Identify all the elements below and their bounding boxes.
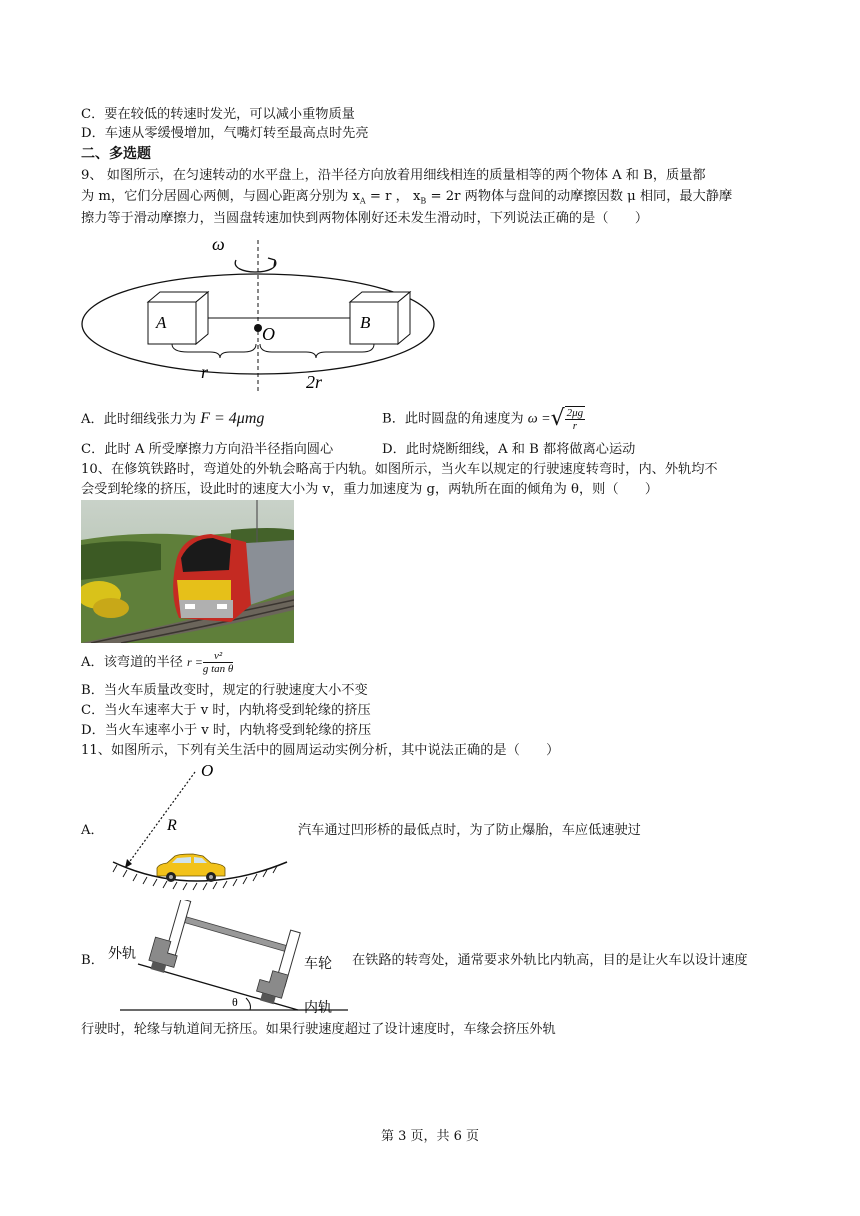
label-r: r [201, 362, 209, 382]
q9-turntable-figure [78, 230, 438, 392]
bridge-center-label: O [201, 761, 214, 780]
q10-option-a-text: A．该弯道的半径 [81, 655, 188, 670]
prev-option-c: C．要在较低的转速时发光，可以减小重物质量 [81, 107, 355, 122]
q9-line2-end: = 2r 两物体与盘间的动摩擦因数 μ 相同，最大静摩 [426, 189, 733, 204]
q9-option-d: D．此时烧断细线，A 和 B 都将做离心运动 [382, 442, 636, 457]
svg-text:A: A [156, 313, 167, 332]
q9-line3: 擦力等于滑动摩擦力，当圆盘转速加快到两物体刚好还未发生滑动时，下列说法正确的是（ ） [81, 211, 649, 226]
q11-option-b-text-1: 在铁路的转弯处，通常要求外轨比内轨高，目的是让火车以设计速度 [352, 953, 748, 968]
radius-label: R [167, 817, 177, 834]
q10-line1: 10、在修筑铁路时，弯道处的外轨会略高于内轨。如图所示，当火车以规定的行驶速度转弯时，内、外轨均不 [81, 462, 718, 477]
q9-line1: 9、 如图所示，在匀速转动的水平盘上，沿半径方向放着用细线相连的质量相等的两个物体 A 和 B，质量都 [81, 168, 706, 183]
q9-line2-start: 为 m，它们分居圆心两侧，与圆心距离分别为 x [81, 189, 360, 204]
center-point [254, 324, 262, 332]
q11-option-b-label: B． [81, 953, 104, 968]
prev-option-d: D．车速从零缓慢增加，气嘴灯转至最高点时先亮 [81, 126, 369, 141]
block-a [148, 292, 208, 344]
rotation-arrow-icon [235, 260, 276, 272]
q9-option-b [382, 405, 585, 434]
q11-option-a-text: 汽车通过凹形桥的最低点时，为了防止爆胎，车应低速驶过 [298, 823, 641, 838]
q9-line2 [81, 188, 732, 211]
q11-bridge-figure [105, 758, 295, 892]
brace-r [172, 344, 256, 358]
outer-rail-label: 外轨 [108, 947, 136, 962]
wheel-label: 车轮 [304, 957, 332, 972]
q11-option-a-label: A． [81, 823, 104, 838]
q9-line2-mid: = r ， x [365, 189, 421, 204]
q9-option-b-text: B．此时圆盘的角速度为 [382, 411, 528, 427]
car-icon [157, 854, 225, 882]
q9-option-b-lhs: ω = [527, 411, 551, 427]
q11-railway-figure [108, 900, 348, 1015]
omega-label: ω [212, 234, 225, 254]
inner-rail-label: 内轨 [304, 1001, 332, 1015]
q10-option-c: C．当火车速率大于 v 时，内轨将受到轮缘的挤压 [81, 703, 371, 718]
q10-option-a-fraction: $\frac{\text{v²}}{\text{g tan θ}}$ [202, 650, 234, 675]
train-photo [81, 500, 294, 643]
radius-dotted-line [125, 772, 195, 868]
svg-text:B: B [360, 313, 371, 332]
angle-arc [246, 998, 251, 1010]
page-footer: 第 3 页，共 6 页 [380, 1129, 480, 1144]
q11-line1: 11、如图所示，下列有关生活中的圆周运动实例分析，其中说法正确的是（ ） [81, 743, 560, 758]
theta-label: θ [232, 995, 238, 1009]
q9-option-c: C．此时 A 所受摩擦力方向沿半径指向圆心 [81, 442, 334, 457]
q9-sub-a: A [359, 196, 366, 206]
q9-sub-b: B [420, 196, 427, 206]
q9-option-b-fraction: $\frac{2\mu g}{r}$ [566, 407, 584, 432]
q10-option-a [81, 650, 233, 675]
block-b [350, 292, 410, 344]
q9-option-a [81, 410, 264, 429]
q9-option-a-text: A．此时细线张力为 [81, 412, 201, 427]
sqrt-icon: √ [550, 406, 565, 431]
brace-2r [260, 344, 374, 358]
center-label: O [262, 324, 275, 344]
q10-option-a-lhs: r = [187, 655, 203, 669]
q10-option-b: B．当火车质量改变时，规定的行驶速度大小不变 [81, 683, 368, 698]
label-2r: 2r [306, 372, 323, 392]
q9-option-a-formula: F = 4μmg [200, 410, 265, 427]
q11-option-b-text-2: 行驶时，轮缘与轨道间无挤压。如果行驶速度超过了设计速度时，车缘会挤压外轨 [81, 1022, 556, 1037]
axle-assembly [147, 900, 301, 1006]
section-title: 二、多选题 [81, 146, 151, 162]
q10-line2: 会受到轮缘的挤压，设此时的速度大小为 v，重力加速度为 g，两轨所在面的倾角为 θ，则（ ） [81, 482, 659, 497]
q10-option-d: D．当火车速率小于 v 时，内轨将受到轮缘的挤压 [81, 723, 372, 738]
